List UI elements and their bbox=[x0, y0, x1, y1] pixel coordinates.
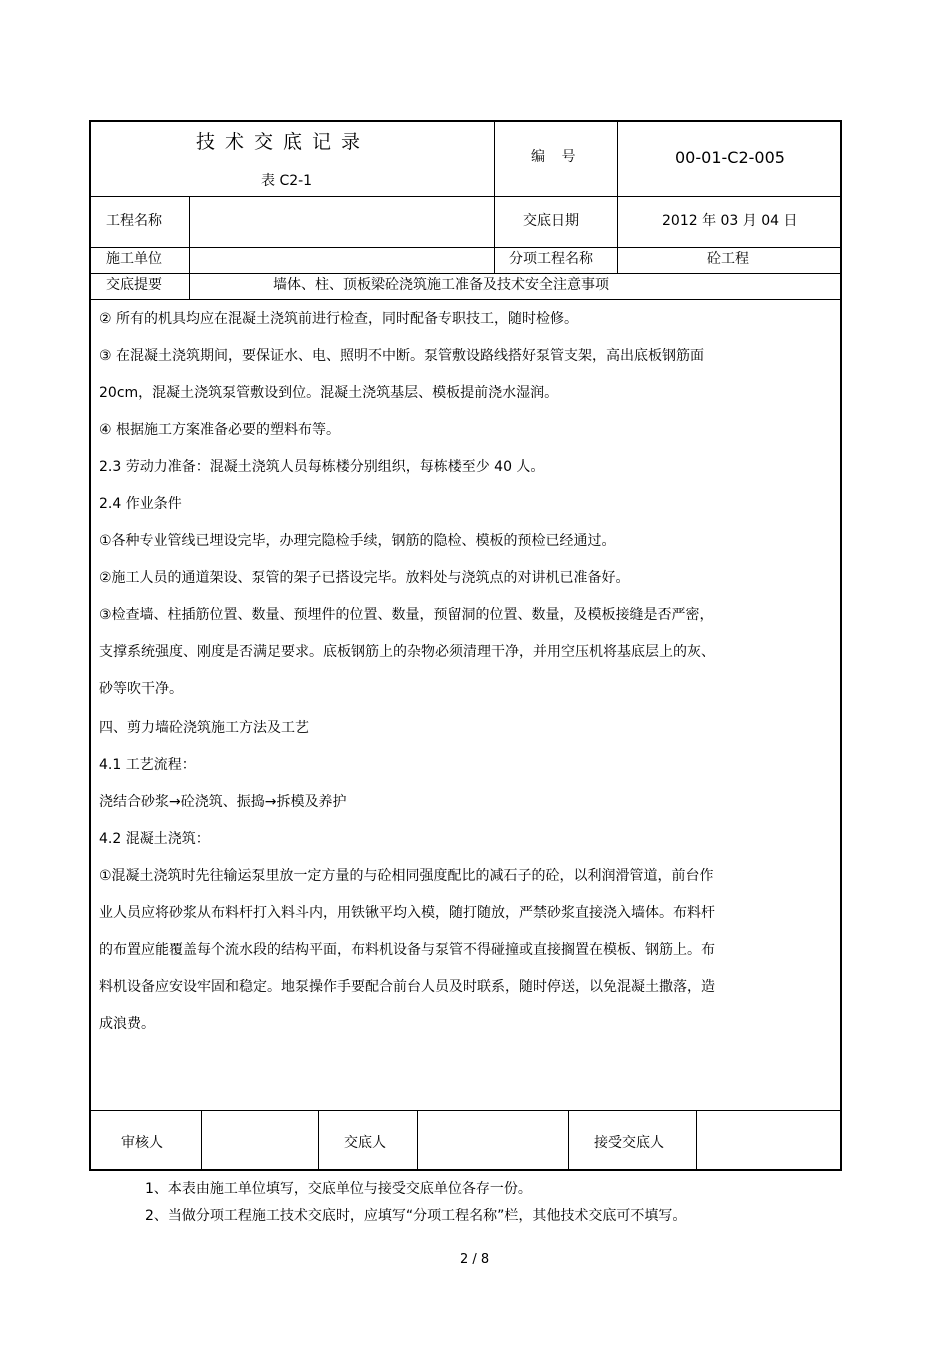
col-divider bbox=[617, 122, 618, 274]
content-line: 的布置应能覆盖每个流水段的结构平面，布料机设备与泵管不得碰撞或直接搁置在模板、钢筋上。布 bbox=[99, 942, 715, 958]
row-divider bbox=[91, 247, 840, 248]
subproject-value: 砼工程 bbox=[707, 251, 749, 267]
col-divider bbox=[417, 1110, 418, 1171]
date-label: 交底日期 bbox=[523, 213, 579, 229]
row-divider bbox=[91, 273, 840, 274]
footnote: 1、本表由施工单位填写，交底单位与接受交底单位各存一份。 bbox=[145, 1181, 532, 1197]
number-value: 00-01-C2-005 bbox=[675, 148, 785, 167]
unit-label: 施工单位 bbox=[106, 251, 162, 267]
col-divider bbox=[568, 1110, 569, 1171]
form-number: 表 C2-1 bbox=[261, 173, 313, 189]
footnote: 2、当做分项工程施工技术交底时，应填写“分项工程名称”栏，其他技术交底可不填写。 bbox=[145, 1208, 687, 1224]
content-line: 砂等吹干净。 bbox=[99, 681, 183, 697]
content-line: ①混凝土浇筑时先往输运泵里放一定方量的与砼相同强度配比的减石子的砼，以利润滑管道，前台作 bbox=[99, 868, 714, 884]
date-value: 2012 年 03 月 04 日 bbox=[662, 213, 798, 229]
content-line: 2.3 劳动力准备：混凝土浇筑人员每栋楼分别组织，每栋楼至少 40 人。 bbox=[99, 459, 545, 475]
col-divider bbox=[189, 196, 190, 274]
content-line: ②施工人员的通道架设、泵管的架子已搭设完毕。放料处与浇筑点的对讲机已准备好。 bbox=[99, 570, 630, 586]
row-divider bbox=[91, 1110, 840, 1111]
content-line: ①各种专业管线已埋设完毕，办理完隐检手续，钢筋的隐检、模板的预检已经通过。 bbox=[99, 533, 616, 549]
content-line: 4.2 混凝土浇筑： bbox=[99, 831, 210, 847]
technical-disclosure-form bbox=[89, 120, 842, 1171]
form-title: 技术交底记录 bbox=[196, 131, 371, 153]
content-line: 料机设备应安设牢固和稳定。地泵操作手要配合前台人员及时联系，随时停送，以免混凝土撒落，造 bbox=[99, 979, 715, 995]
content-line: 4.1 工艺流程： bbox=[99, 757, 196, 773]
discloser-label: 交底人 bbox=[344, 1135, 386, 1151]
receiver-label: 接受交底人 bbox=[594, 1135, 664, 1151]
section-heading: 四、剪力墙砼浇筑施工方法及工艺 bbox=[99, 720, 309, 736]
content-line: 2.4 作业条件 bbox=[99, 496, 182, 512]
project-name-label: 工程名称 bbox=[106, 213, 162, 229]
content-line: ③ 在混凝土浇筑期间，要保证水、电、照明不中断。泵管敷设路线搭好泵管支架，高出底板钢筋面 bbox=[99, 348, 704, 364]
content-line: ③检查墙、柱插筋位置、数量、预埋件的位置、数量，预留洞的位置、数量，及模板接缝是否严密， bbox=[99, 607, 714, 623]
number-label: 编 号 bbox=[531, 149, 582, 165]
col-divider bbox=[696, 1110, 697, 1171]
subproject-label: 分项工程名称 bbox=[509, 251, 593, 267]
content-line: 浇结合砂浆→砼浇筑、振捣→拆模及养护 bbox=[99, 794, 347, 810]
content-line: 成浪费。 bbox=[99, 1016, 155, 1032]
summary-label: 交底提要 bbox=[106, 277, 162, 293]
row-divider bbox=[91, 196, 840, 197]
col-divider bbox=[494, 122, 495, 274]
col-divider bbox=[189, 273, 190, 299]
content-line: 支撑系统强度、刚度是否满足要求。底板钢筋上的杂物必须清理干净，并用空压机将基底层上的灰、 bbox=[99, 644, 715, 660]
content-line: ② 所有的机具均应在混凝土浇筑前进行检查，同时配备专职技工，随时检修。 bbox=[99, 311, 578, 327]
col-divider bbox=[201, 1110, 202, 1171]
row-divider bbox=[91, 299, 840, 300]
col-divider bbox=[318, 1110, 319, 1171]
summary-value: 墙体、柱、顶板梁砼浇筑施工准备及技术安全注意事项 bbox=[273, 277, 609, 293]
reviewer-label: 审核人 bbox=[121, 1135, 163, 1151]
page-number: 2 / 8 bbox=[460, 1252, 490, 1267]
content-line: ④ 根据施工方案准备必要的塑料布等。 bbox=[99, 422, 340, 438]
content-line: 20cm，混凝土浇筑泵管敷设到位。混凝土浇筑基层、模板提前浇水湿润。 bbox=[99, 385, 559, 401]
content-line: 业人员应将砂浆从布料杆打入料斗内，用铁锹平均入模，随打随放，严禁砂浆直接浇入墙体。布料杆 bbox=[99, 905, 715, 921]
